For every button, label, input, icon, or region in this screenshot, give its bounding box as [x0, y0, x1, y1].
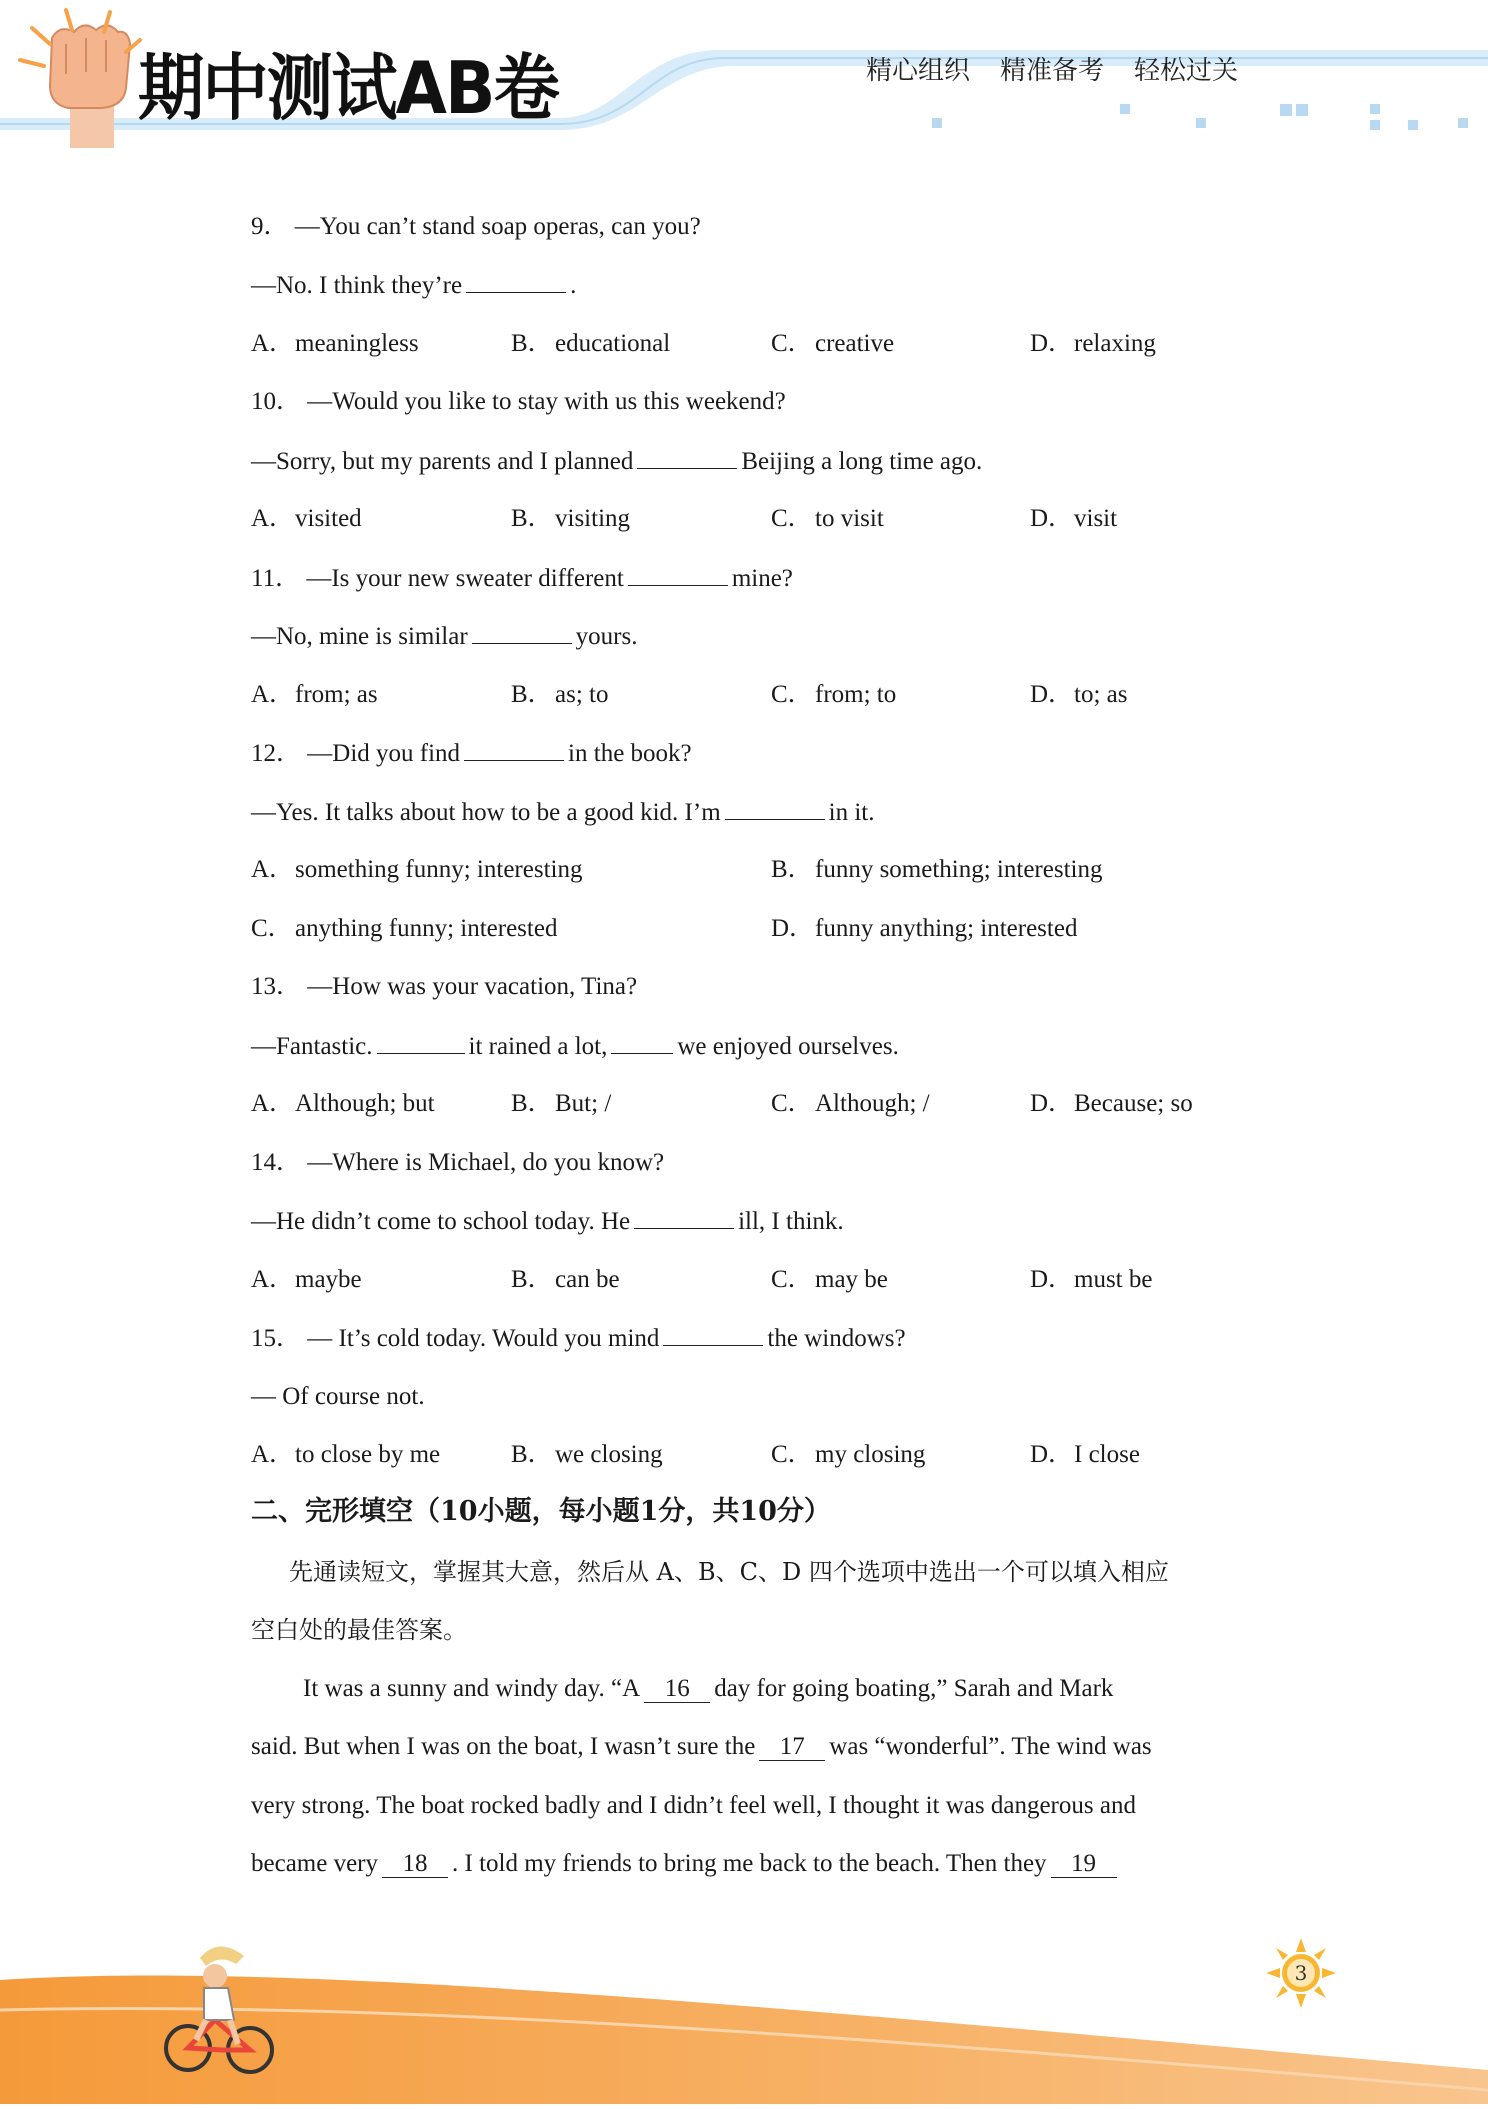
option-d[interactable]: D．Because; so	[1030, 1090, 1193, 1117]
option-d[interactable]: D．to; as	[1030, 681, 1128, 708]
passage-line-2: said. But when I was on the boat, I wasn’t sure the 17 was “wonderful”. The wind was	[251, 1733, 1152, 1760]
passage-line-1: It was a sunny and windy day. “A 16 day for going boating,” Sarah and Mark	[303, 1675, 1114, 1702]
question-13-stem: 13． —How was your vacation, Tina?	[251, 973, 638, 1000]
page-footer	[0, 1900, 1488, 2104]
page-header	[0, 0, 1488, 150]
option-c[interactable]: C．from; to	[771, 681, 897, 708]
option-b[interactable]: B．we closing	[511, 1441, 663, 1468]
question-13-reply: —Fantastic. it rained a lot, we enjoyed ourselves.	[251, 1033, 899, 1060]
option-d[interactable]: D．relaxing	[1030, 330, 1156, 357]
option-d[interactable]: D．funny anything; interested	[771, 915, 1078, 942]
section-heading-cloze: 二、完形填空（10小题，每小题1分，共10分）	[251, 1496, 831, 1527]
slogan-3: 轻松过关	[1134, 56, 1239, 86]
option-d[interactable]: D．I close	[1030, 1441, 1140, 1468]
cloze-blank-18[interactable]: 18	[382, 1851, 448, 1878]
option-a[interactable]: A．maybe	[251, 1266, 362, 1293]
option-a[interactable]: A．meaningless	[251, 330, 419, 357]
question-10-stem: 10． —Would you like to stay with us this weekend?	[251, 388, 786, 415]
option-c[interactable]: C．creative	[771, 330, 895, 357]
question-11-stem: 11． —Is your new sweater different mine?	[251, 565, 793, 592]
passage-line-4: became very 18 . I told my friends to bring me back to the beach. Then they 19	[251, 1849, 1121, 1879]
option-a[interactable]: A．Although; but	[251, 1090, 435, 1117]
cloze-blank-19[interactable]: 19	[1051, 1851, 1117, 1878]
footer-wave-graphic	[0, 1900, 1488, 2104]
header-title: 期中测试AB卷	[138, 46, 559, 130]
question-10-reply: —Sorry, but my parents and I planned Beijing a long time ago.	[251, 448, 983, 475]
question-15-stem: 15． — It’s cold today. Would you mind the windows?	[251, 1325, 906, 1352]
option-b[interactable]: B．funny something; interesting	[771, 856, 1103, 883]
cloze-blank-17[interactable]: 17	[759, 1734, 825, 1761]
option-b[interactable]: B．can be	[511, 1266, 620, 1293]
passage-line-3: very strong. The boat rocked badly and I didn’t feel well, I thought it was dangerous and	[251, 1792, 1136, 1819]
question-12-reply: —Yes. It talks about how to be a good kid. I’m in it.	[251, 799, 875, 826]
question-11-reply: —No, mine is similar yours.	[251, 623, 638, 650]
question-10-options	[251, 504, 1251, 534]
option-b[interactable]: B．as; to	[511, 681, 609, 708]
option-d[interactable]: D．must be	[1030, 1266, 1153, 1293]
option-d[interactable]: D．visit	[1030, 505, 1118, 532]
question-12-options-row1	[251, 855, 1251, 885]
option-c[interactable]: C．may be	[771, 1266, 888, 1293]
question-14-stem: 14． —Where is Michael, do you know?	[251, 1149, 665, 1176]
slogan-2: 精准备考	[1000, 56, 1105, 86]
cloze-blank-16[interactable]: 16	[644, 1676, 710, 1703]
option-b[interactable]: B．But; /	[511, 1090, 612, 1117]
question-9-stem: 9． —You can’t stand soap operas, can you?	[251, 213, 701, 240]
question-9-reply: —No. I think they’re .	[251, 272, 577, 299]
question-15-options	[251, 1440, 1251, 1470]
option-b[interactable]: B．visiting	[511, 505, 631, 532]
question-12-stem: 12． —Did you find in the book?	[251, 740, 692, 767]
question-12-options-row2	[251, 914, 1251, 944]
option-a[interactable]: A．to close by me	[251, 1441, 441, 1468]
page-number: 3	[1294, 1961, 1308, 1985]
slogan-1: 精心组织	[866, 56, 971, 86]
header-slogan	[866, 50, 1238, 87]
section-instruction-1: 先通读短文，掌握其大意，然后从 A、B、C、D 四个选项中选出一个可以填入相应	[289, 1558, 1169, 1586]
question-15-reply: — Of course not.	[251, 1383, 425, 1410]
question-13-options	[251, 1089, 1251, 1119]
section-instruction-2: 空白处的最佳答案。	[251, 1616, 467, 1644]
question-9-options	[251, 329, 1251, 359]
option-b[interactable]: B．educational	[511, 330, 671, 357]
option-c[interactable]: C．anything funny; interested	[251, 915, 558, 942]
option-c[interactable]: C．my closing	[771, 1441, 926, 1468]
option-a[interactable]: A．something funny; interesting	[251, 856, 583, 883]
option-a[interactable]: A．from; as	[251, 681, 378, 708]
option-c[interactable]: C．Although; /	[771, 1090, 930, 1117]
question-14-options	[251, 1265, 1251, 1295]
question-11-options	[251, 680, 1251, 710]
option-c[interactable]: C．to visit	[771, 505, 884, 532]
question-14-reply: —He didn’t come to school today. He ill, I think.	[251, 1208, 844, 1235]
option-a[interactable]: A．visited	[251, 505, 362, 532]
